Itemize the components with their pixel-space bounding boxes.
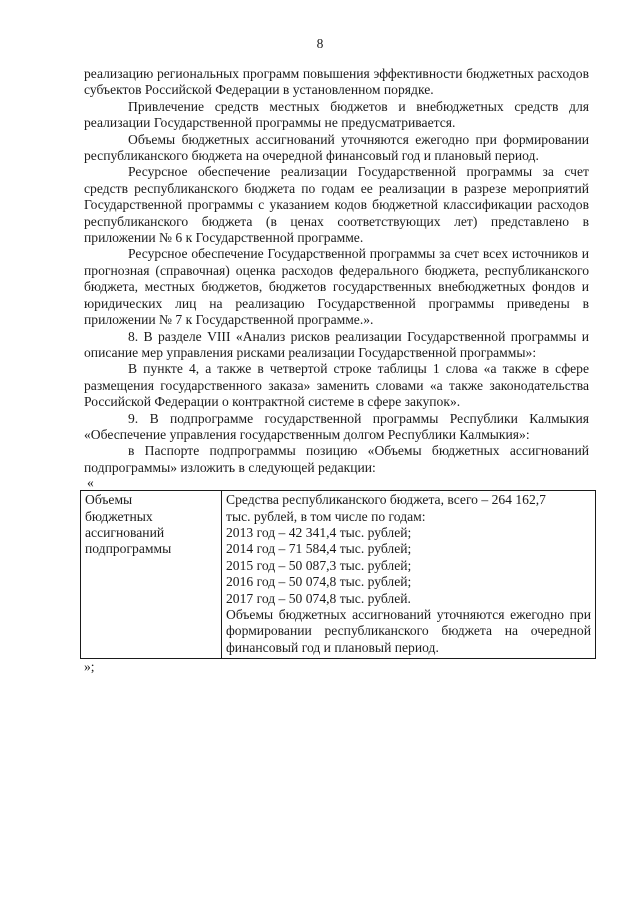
label-line: ассигнований [85, 524, 165, 540]
value-line: тыс. рублей, в том числе по годам: [226, 508, 426, 524]
paragraph: в Паспорте подпрограммы позицию «Объемы бюджетных ассигнований подпрограммы» изложить в следующей редакции: [84, 443, 589, 475]
value-line: 2013 год – 42 341,4 тыс. рублей; [226, 524, 412, 540]
page-number: 8 [316, 36, 324, 51]
paragraph: В пункте 4, а также в четвертой строке таблицы 1 слова «а также в сфере размещения государственного заказа» заменить словами «а также законодательства Российской Федерации о контрактной системе в сфере закупок». [84, 361, 589, 410]
passport-table [80, 490, 596, 659]
label-cell [81, 491, 222, 659]
label-line: бюджетных [85, 508, 153, 524]
paragraph: Ресурсное обеспечение Государственной программы за счет всех источников и прогнозная (справочная) оценка расходов федерального бюджета, республиканского бюджета, местных бюджетов, бюджетов государственных внебюджетных фондов и юридических лиц на реализацию Государственной программы приведены в приложении № 7 к Государственной программе.». [84, 246, 589, 328]
value-cell [222, 491, 596, 659]
paragraph: реализацию региональных программ повышения эффективности бюджетных расходов субъектов Российской Федерации в установленном порядке. [84, 66, 589, 98]
opening-quote: « [87, 475, 94, 491]
value-line: 2017 год – 50 074,8 тыс. рублей. [226, 590, 411, 606]
value-line: Средства республиканского бюджета, всего – 264 162,7 [226, 492, 546, 508]
paragraph: Ресурсное обеспечение реализации Государственной программы за счет средств республиканского бюджета по годам ее реализации в разрезе мероприятий Государственной программы с указанием кодов бюджетной классификации расходов республиканского бюджета (в ценах соответствующих лет) представлено в приложении № 6 к Государственной программе. [84, 164, 589, 246]
value-line: 2015 год – 50 087,3 тыс. рублей; [226, 557, 412, 573]
paragraph: Объемы бюджетных ассигнований уточняются ежегодно при формировании республиканского бюджета на очередной финансовый год и плановый период. [84, 131, 589, 164]
value-line: 2014 год – 71 584,4 тыс. рублей; [226, 541, 412, 557]
paragraph: Привлечение средств местных бюджетов и внебюджетных средств для реализации Государственной программы не предусматривается. [84, 98, 589, 131]
table-row [81, 491, 596, 659]
label-line: Объемы [85, 492, 133, 508]
value-note: Объемы бюджетных ассигнований уточняются ежегодно при формировании республиканского бюджета на очередной финансовый год и плановый период. [226, 607, 591, 655]
document-body [84, 66, 589, 676]
paragraph: 8. В разделе VIII «Анализ рисков реализации Государственной программы и описание мер управления рисками реализации Государственной программы»: [84, 328, 589, 360]
value-line: 2016 год – 50 074,8 тыс. рублей; [226, 574, 412, 590]
paragraph: 9. В подпрограмме государственной программы Республики Калмыкия «Обеспечение управления государственным долгом Республики Калмыкия»: [84, 410, 589, 442]
closing-quote: »; [84, 659, 95, 675]
label-line: подпрограммы [85, 541, 172, 557]
